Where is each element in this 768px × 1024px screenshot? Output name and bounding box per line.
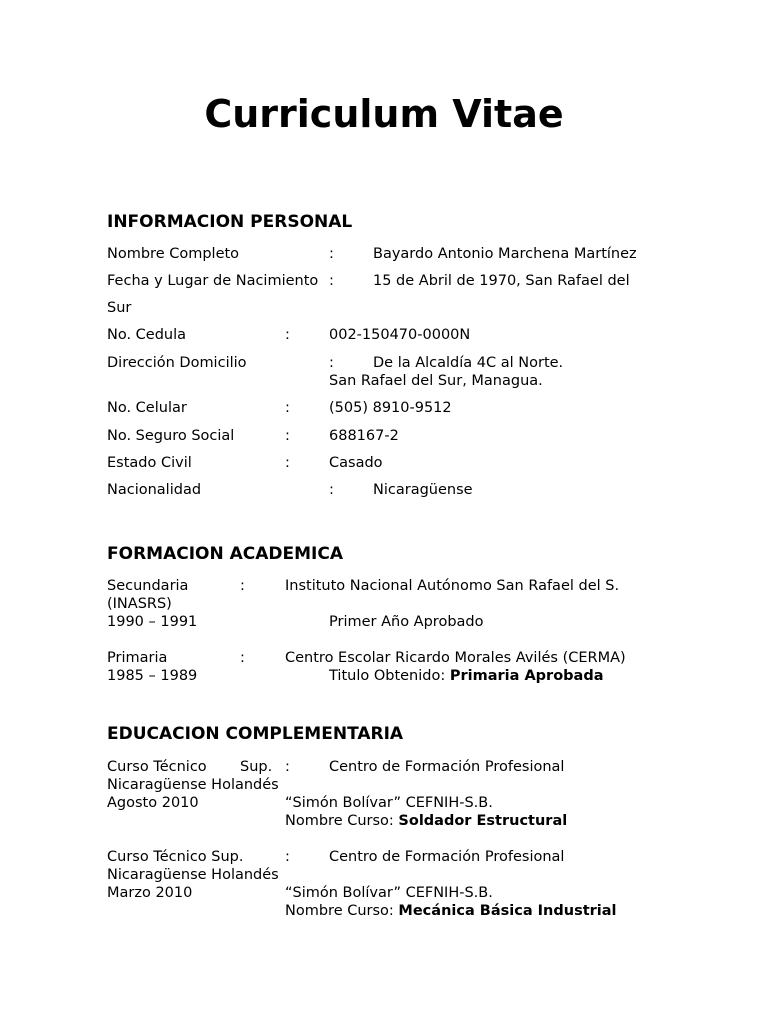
nationality-value: Nicaragüense [373,482,473,498]
separator: : [285,759,290,775]
secondary-result: Primer Año Aprobado [329,614,484,630]
full-name-label: Nombre Completo [107,246,240,262]
page-title: Curriculum Vitae [204,92,564,136]
primary-school: Centro Escolar Ricardo Morales Avilés (CERMA) [285,650,626,666]
separator: : [285,455,290,471]
cell-value: (505) 8910-9512 [329,400,452,416]
course1-label: Curso Técnico [107,759,207,775]
cell-label: No. Celular [107,400,187,416]
social-security-label: No. Seguro Social [107,428,235,444]
primary-years: 1985 – 1989 [107,668,198,684]
birth-value-line1: 15 de Abril de 1970, San Rafael del [373,273,630,289]
course1-center-cont: Nicaragüense Holandés [107,777,279,793]
course1-center-name: “Simón Bolívar” CEFNIH-S.B. [285,795,493,811]
course1-date: Agosto 2010 [107,795,199,811]
nationality-label: Nacionalidad [107,482,202,498]
secondary-school: Instituto Nacional Autónomo San Rafael del S. [285,578,620,594]
separator: : [285,849,290,865]
cedula-value: 002-150470-0000N [329,327,471,343]
separator: : [285,428,290,444]
civil-status-label: Estado Civil [107,455,192,471]
course1-label-sup: Sup. [240,759,273,775]
birth-value-line2: Sur [107,300,132,316]
birth-label: Fecha y Lugar de Nacimiento [107,273,319,289]
course1-center: Centro de Formación Profesional [329,759,565,775]
course2-name-line [285,902,617,920]
primary-result-prefix: Titulo Obtenido: [329,668,450,684]
course2-name-prefix: Nombre Curso: [285,903,399,919]
cedula-label: No. Cedula [107,327,187,343]
separator: : [285,327,290,343]
separator: : [240,650,245,666]
secondary-label: Secundaria [107,578,189,594]
separator: : [240,578,245,594]
social-security-value: 688167-2 [329,428,399,444]
academic-heading: FORMACION ACADEMICA [107,544,344,564]
full-name-value: Bayardo Antonio Marchena Martínez [373,246,637,262]
primary-result: Primaria Aprobada [449,668,604,684]
complementary-heading: EDUCACION COMPLEMENTARIA [107,724,404,744]
course2-center-name: “Simón Bolívar” CEFNIH-S.B. [285,885,493,901]
separator: : [329,482,334,498]
personal-heading: INFORMACION PERSONAL [107,212,353,232]
secondary-years: 1990 – 1991 [107,614,198,630]
address-line2: San Rafael del Sur, Managua. [329,373,543,389]
course1-name-prefix: Nombre Curso: [285,813,399,829]
address-label: Dirección Domicilio [107,355,247,371]
primary-result-line [329,667,603,685]
course1-name-line [285,812,567,830]
separator: : [329,273,334,289]
separator: : [329,246,334,262]
separator: : [329,355,334,371]
address-line1: De la Alcaldía 4C al Norte. [373,355,564,371]
primary-label: Primaria [107,650,168,666]
civil-status-value: Casado [329,455,383,471]
secondary-abbr: (INASRS) [107,596,172,612]
course2-center: Centro de Formación Profesional [329,849,565,865]
course2-label: Curso Técnico Sup. [107,849,244,865]
course1-name: Soldador Estructural [398,813,568,829]
course2-name: Mecánica Básica Industrial [398,903,617,919]
course2-center-cont: Nicaragüense Holandés [107,867,279,883]
separator: : [285,400,290,416]
course2-date: Marzo 2010 [107,885,193,901]
